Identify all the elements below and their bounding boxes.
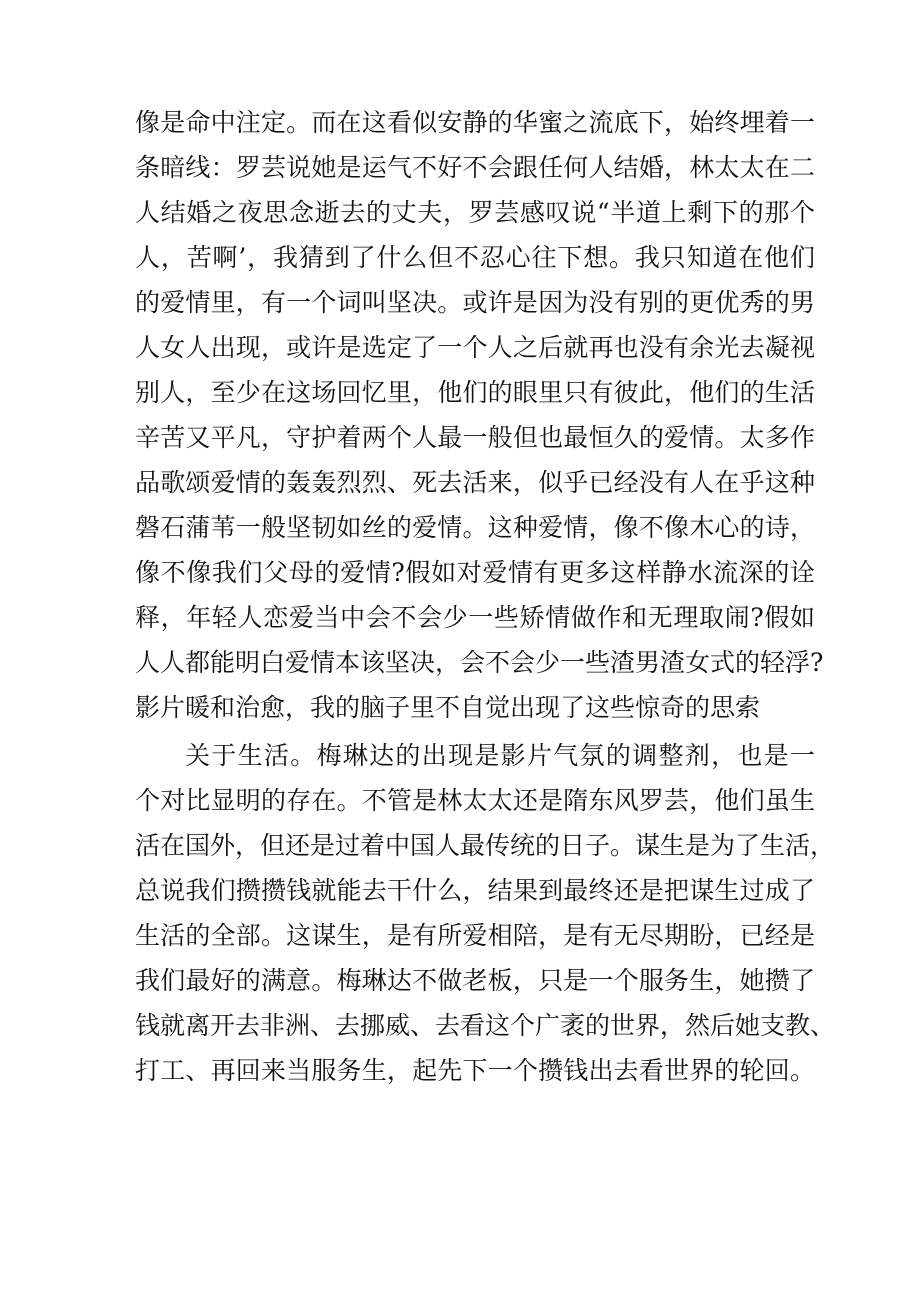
text-line: 活在国外，但还是过着中国人最传统的日子。谋生是为了生活， xyxy=(135,831,836,860)
text-line: 人，苦啊’，我猜到了什么但不忍心往下想。我只知道在他们 xyxy=(135,243,815,272)
text-line: 人人都能明白爱情本该坚决，会不会少一些渣男渣女式的轻浮? xyxy=(135,648,824,677)
text-line: 磐石蒲苇一般坚韧如丝的爱情。这种爱情，像不像木心的诗， xyxy=(135,513,815,542)
text-line: 打工、再回来当服务生，起先下一个攒钱出去看世界的轮回。 xyxy=(135,1056,815,1085)
text-line: 人女人出现，或许是选定了一个人之后就再也没有余光去凝视 xyxy=(135,333,815,362)
paragraph-1 xyxy=(135,100,824,730)
text-line: 关于生活。梅琳达的出现是影片气氛的调整剂，也是一 xyxy=(185,741,815,770)
text-line: 总说我们攒攒钱就能去干什么，结果到最终还是把谋生过成了 xyxy=(135,876,815,905)
text-line: 条暗线：罗芸说她是运气不好不会跟任何人结婚，林太太在二 xyxy=(135,153,815,182)
text-line: 别人，至少在这场回忆里，他们的眼里只有彼此，他们的生活 xyxy=(135,378,815,407)
text-line: 释，年轻人恋爱当中会不会少一些矫情做作和无理取闹?假如 xyxy=(135,603,815,632)
text-line: 个对比显明的存在。不管是林太太还是隋东风罗芸，他们虽生 xyxy=(135,786,815,815)
text-line: 品歌颂爱情的轰轰烈烈、死去活来，似乎已经没有人在乎这种 xyxy=(135,468,815,497)
text-line: 生活的全部。这谋生，是有所爱相陪，是有无尽期盼，已经是 xyxy=(135,921,815,950)
text-line: 人结婚之夜思念逝去的丈夫，罗芸感叹说“半道上剩下的那个 xyxy=(135,198,815,227)
text-line: 影片暖和治愈，我的脑子里不自觉出现了这些惊奇的思索 xyxy=(135,693,761,722)
text-line: 像不像我们父母的爱情?假如对爱情有更多这样静水流深的诠 xyxy=(135,558,815,587)
body-text xyxy=(135,100,836,1093)
text-line: 我们最好的满意。梅琳达不做老板，只是一个服务生，她攒了 xyxy=(135,966,815,995)
text-line: 像是命中注定。而在这看似安静的华蜜之流底下，始终埋着一 xyxy=(135,108,815,137)
text-line: 辛苦又平凡，守护着两个人最一般但也最恒久的爱情。太多作 xyxy=(135,423,815,452)
text-line: 钱就离开去非洲、去挪威、去看这个广袤的世界，然后她支教、 xyxy=(135,1011,836,1040)
paragraph-2 xyxy=(135,733,836,1093)
text-line: 的爱情里，有一个词叫坚决。或许是因为没有别的更优秀的男 xyxy=(135,288,815,317)
